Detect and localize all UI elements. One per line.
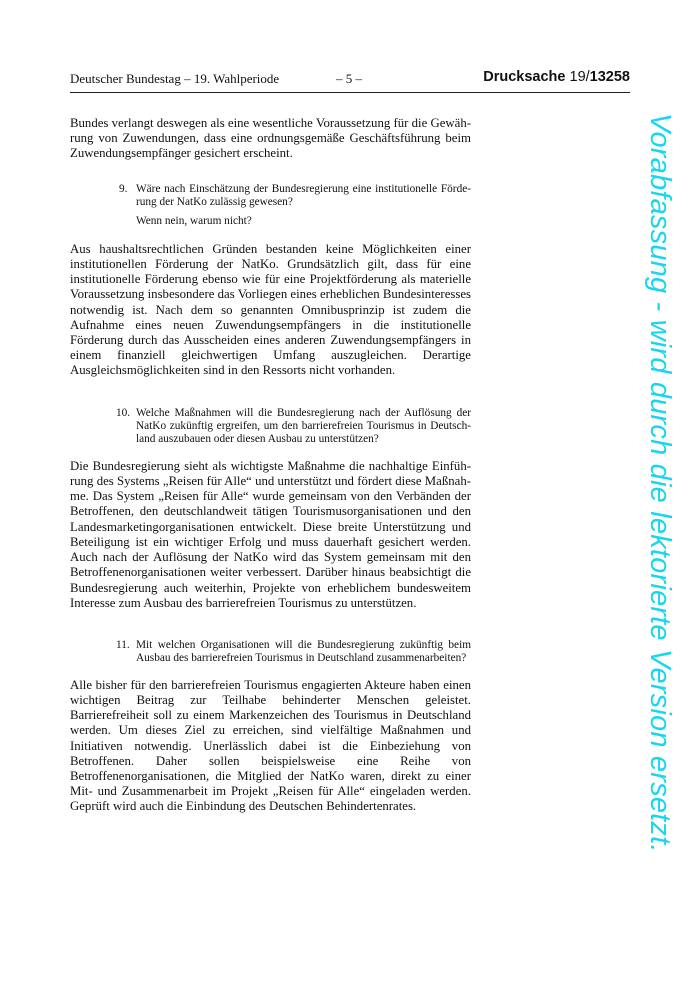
draft-watermark: Vorabfassung - wird durch die lektorierte Version ersetzt. <box>644 113 676 853</box>
header-publication: Deutscher Bundestag – 19. Wahlperiode <box>70 71 280 86</box>
answer-9: Aus haushaltsrechtlichen Gründen bestanden keine Möglichkeiten einer institutionellen Förderung der NatKo. Grundsätzlich gilt, dass für eine institutionelle Förderung ebenso wie für eine Projektförderung als materielle Voraussetzung insbesondere das Vorliegen eines erheblichen Bundesinteresses notwendig ist. Nach dem so genannten Omnibusprinzip ist zudem die Aufnahme eines neuen Zuwendungsempfängers in die institutionelle Förderung durch das Ausscheiden eines anderen Zuwendungsempfängers in einem finanziell gleichwertigen Umfang auszugleichen. Derartige Ausgleichsmöglichkeiten sind in den Ressorts nicht vorhanden. <box>70 241 471 378</box>
question-11-text: Mit welchen Organisationen will die Bundesregierung zukünftig beim Ausbau des barrierefreien Tourismus in Deutschland zusammenarbeiten? <box>136 638 471 665</box>
page-header <box>70 70 630 93</box>
document-number-prefix: 19/ <box>569 69 590 85</box>
question-9-number: 9. <box>119 182 128 195</box>
answer-10: Die Bundesregierung sieht als wichtigste Maßnahme die nachhaltige Einführung des Systems „Reisen für Alle“ und unterstützt und fördert diese Maßnahme. Das System „Reisen für Alle“ wurde gemeinsam von den Verbänden der Betroffenen, den deutschlandweit tätigen Tourismusorganisationen und den Landesmarketingorganisationen entwickelt. Diese breite Unterstützung und Beteiligung ist ein wichtiger Erfolg und muss dauerhaft gesichert werden. Auch nach der Auflösung der NatKo wird das System gemeinsam mit den Betroffenenorganisationen weiter verbessert. Darüber hinaus beabsichtigt die Bundesregierung auch weiterhin, Projekte von erheblichem bundesweitem Interesse zum Ausbau des barrierefreien Tourismus zu unterstützen. <box>70 458 471 610</box>
question-9-subquestion: Wenn nein, warum nicht? <box>136 215 252 228</box>
question-10-text: Welche Maßnahmen will die Bundesregierung nach der Auflösung der NatKo zukünftig ergreifen, um den barrierefreien Tourismus in Deutschland auszubauen oder diesen Ausbau zu unterstützen? <box>136 406 471 446</box>
document-body <box>70 116 471 815</box>
document-number-suffix: 13258 <box>589 69 630 85</box>
question-9 <box>119 183 471 210</box>
question-10 <box>116 406 471 447</box>
question-11-number: 11. <box>116 638 130 651</box>
intro-paragraph: Bundes verlangt deswegen als eine wesentliche Voraussetzung für die Gewährung von Zuwendungen, dass eine ordnungsgemäße Geschäftsführung beim Zuwendungsempfänger gesichert erscheint. <box>70 116 471 161</box>
document-number-label: Drucksache <box>483 69 566 85</box>
page-number: – 5 – <box>336 71 362 86</box>
question-10-number: 10. <box>116 406 131 419</box>
answer-11: Alle bisher für den barrierefreien Tourismus engagierten Akteure haben einen wichtigen Beitrag zur Teilhabe behinderter Menschen geleistet. Barrierefreiheit soll zu einem Markenzeichen des Tourismus in Deutschland werden. Um dieses Ziel zu erreichen, sind vielfältige Maßnahmen und Initiativen notwendig. Unerlässlich dabei ist die Einbeziehung von Betroffenen. Daher sollen beispielsweise eine Reihe von Betroffenenorganisationen, die Mitglied der NatKo waren, direkt zu einer Mit- und Zusammenarbeit im Projekt „Reisen für Alle“ eingeladen werden. Geprüft wird auch die Einbindung des Deutschen Behindertenrates. <box>70 677 471 814</box>
document-number <box>483 69 630 85</box>
question-11 <box>116 638 471 666</box>
question-9-text: Wäre nach Einschätzung der Bundesregierung eine institutionelle Förderung der NatKo zulässig gewesen? <box>136 182 471 209</box>
